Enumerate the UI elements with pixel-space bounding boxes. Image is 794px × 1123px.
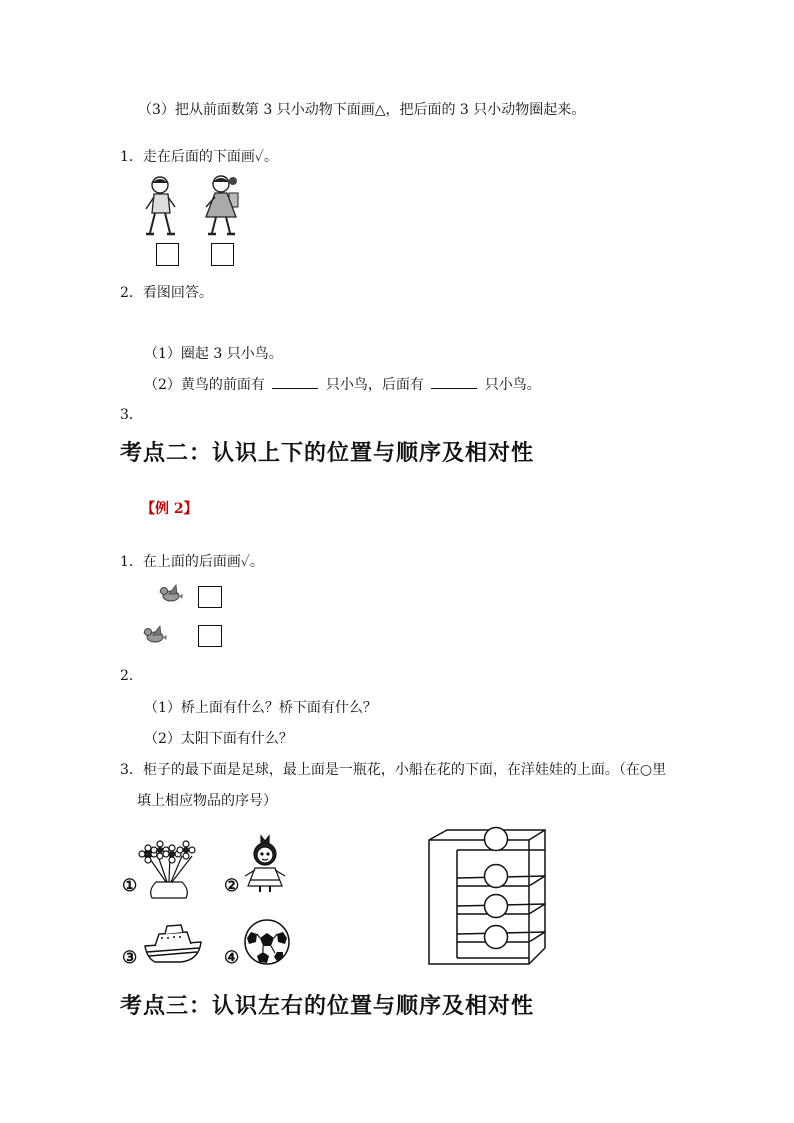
boat-icon: [141, 920, 205, 966]
question-3-cabinet-line-2: 填上相应物品的序号）: [137, 793, 277, 809]
question-3-cabinet-line-1: 3．柜子的最下面是足球，最上面是一瓶花，小船在花的下面，在洋娃娃的上面。（在○里: [120, 762, 667, 778]
bird-icon: [143, 625, 167, 645]
question-2-sub-1: （1）圈起 3 只小鸟。: [144, 346, 283, 362]
example-2-label: 【例 2】: [141, 501, 198, 517]
question-2-sub-2: （2）黄鸟的前面有 只小鸟，后面有 只小鸟。: [144, 377, 541, 393]
answer-circle-top[interactable]: [483, 826, 509, 852]
answer-box-bottom-bird[interactable]: [198, 625, 222, 647]
question-2-bridge-sub-1: （1）桥上面有什么？桥下面有什么？: [144, 700, 377, 716]
question-2-bridge: 2．: [120, 668, 143, 684]
intro-text: （3）把从前面数第 3 只小动物下面画△，把后面的 3 只小动物圈起来。: [138, 102, 586, 118]
answer-circle-third[interactable]: [483, 893, 509, 919]
blank-front-count[interactable]: [272, 376, 318, 389]
girl-walking-icon: [196, 173, 246, 239]
bird-icon: [159, 584, 183, 604]
item-label-1: ①: [122, 876, 138, 896]
blank-back-count[interactable]: [431, 376, 477, 389]
answer-box-boy[interactable]: [156, 243, 179, 266]
answer-box-top-bird[interactable]: [198, 586, 222, 608]
answer-circle-bottom[interactable]: [483, 924, 509, 950]
boy-walking-icon: [140, 175, 182, 239]
question-2-sun-sub-2: （2）太阳下面有什么？: [144, 731, 293, 747]
heading-point-two: 考点二：认识上下的位置与顺序及相对性: [120, 441, 535, 466]
item-label-4: ④: [224, 948, 240, 968]
doll-icon: [240, 832, 290, 894]
question-3: 3．: [120, 407, 143, 423]
question-2-look-answer: 2．看图回答。: [120, 285, 213, 301]
question-1-above-behind: 1．在上面的后面画✓。: [120, 554, 264, 570]
question-1-walk-behind: 1．走在后面的下面画✓。: [120, 149, 278, 165]
item-label-3: ③: [122, 948, 138, 968]
flower-vase-icon: [134, 834, 204, 902]
soccer-ball-icon: [243, 918, 291, 966]
answer-box-girl[interactable]: [211, 243, 234, 266]
answer-circle-second[interactable]: [483, 863, 509, 889]
heading-point-three: 考点三：认识左右的位置与顺序及相对性: [120, 994, 535, 1019]
item-label-2: ②: [224, 876, 240, 896]
